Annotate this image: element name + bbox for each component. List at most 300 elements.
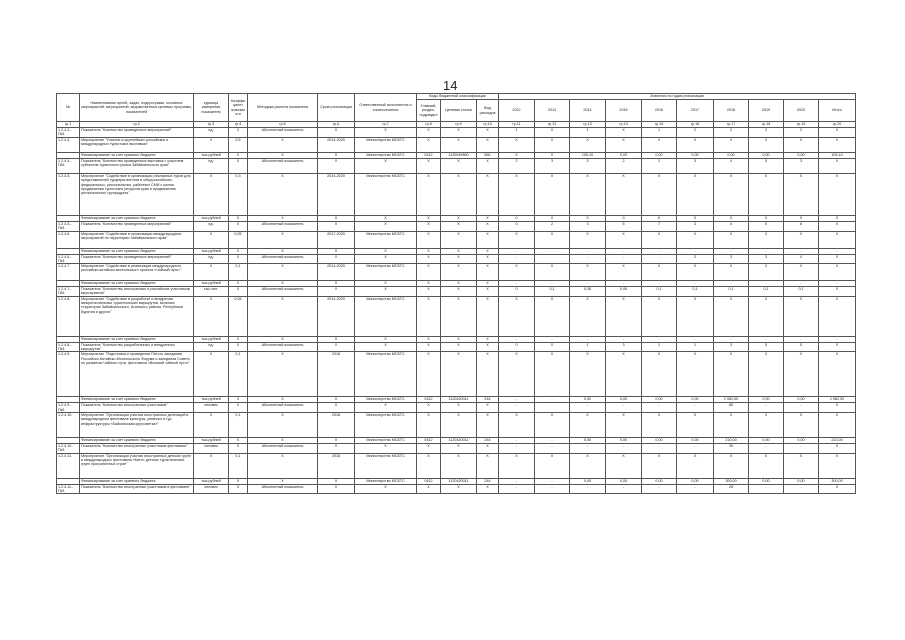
table-cell: Х — [318, 248, 355, 254]
table-cell: Х — [499, 296, 535, 336]
table-cell: Х — [417, 453, 441, 478]
row-name-cell: Показатель "Количество проведенных мероприятий" — [80, 128, 194, 138]
table-cell: Абсолютный показатель — [248, 254, 318, 264]
table-cell: 0,1 — [229, 264, 248, 281]
table-cell: Х — [318, 342, 355, 352]
table-cell: Х — [417, 222, 441, 232]
table-cell: ед. — [194, 254, 229, 264]
table-cell: Х — [570, 453, 606, 478]
table-cell: Министерство МСБТС — [355, 397, 417, 403]
table-cell: 2 — [642, 159, 677, 174]
table-cell: 3 — [535, 159, 570, 174]
row-code-cell: 1.2.4.8.-П#1 — [57, 342, 80, 352]
table-cell: Х — [642, 264, 677, 281]
table-cell: Х — [441, 443, 477, 453]
table-cell: Х — [229, 403, 248, 413]
table-cell: Х — [248, 248, 318, 254]
table-cell: Х — [248, 397, 318, 403]
table-cell: - — [535, 443, 570, 453]
table-cell: Х — [477, 443, 499, 453]
table-cell: 2018 — [318, 352, 355, 397]
table-cell: Х — [248, 231, 318, 248]
table-cell: Х — [229, 216, 248, 222]
table-cell: 2 — [535, 222, 570, 232]
table-cell: Х — [441, 403, 477, 413]
table-cell: Х — [642, 174, 677, 216]
table-cell: 300,00 — [714, 478, 749, 484]
column-number: гр.20 — [819, 122, 856, 128]
table-cell: 210,00 — [819, 437, 856, 443]
column-number: гр.8 — [417, 122, 441, 128]
table-row — [57, 342, 856, 352]
table-cell: - — [714, 336, 749, 342]
table-cell: Х — [248, 281, 318, 287]
table-cell: 0,05 — [229, 231, 248, 248]
table-cell: Х — [441, 352, 477, 397]
table-cell: 1120420011 — [441, 397, 477, 403]
table-cell: Абсолютный показатель — [248, 128, 318, 138]
row-code-cell: 1.2.4.9. — [57, 352, 80, 397]
table-cell: Х — [417, 174, 441, 216]
table-cell: 0,1 — [749, 287, 784, 297]
table-cell: Х — [477, 174, 499, 216]
table-cell: 5 — [749, 342, 784, 352]
header-year: 2013 — [535, 100, 570, 122]
table-cell: Х — [714, 412, 749, 437]
table-cell: 1 — [677, 342, 714, 352]
table-cell: - — [749, 403, 784, 413]
row-code-cell: 1.2.4.10.-П#1 — [57, 443, 80, 453]
row-name-cell: Финансирование за счет краевого бюджета — [80, 216, 194, 222]
table-cell: 1120420011 — [441, 478, 477, 484]
table-cell: Х — [677, 231, 714, 248]
table-cell: Х — [819, 174, 856, 216]
table-cell: Х — [441, 222, 477, 232]
table-cell: 0,00 — [677, 478, 714, 484]
column-number: гр.6 — [318, 122, 355, 128]
table-cell: Х — [477, 138, 499, 153]
table-cell: Х — [441, 336, 477, 342]
row-code-cell: 1.2.4.10. — [57, 412, 80, 437]
table-cell: Х — [417, 287, 441, 297]
table-cell: Х — [417, 231, 441, 248]
table-cell: Х — [248, 296, 318, 336]
row-code-cell: 1.2.4.6.-П#1 — [57, 254, 80, 264]
column-number: гр.14 — [606, 122, 642, 128]
table-cell: 210,00 — [714, 437, 749, 443]
table-cell: Х — [819, 138, 856, 153]
table-cell: - — [535, 484, 570, 494]
table-cell: Х — [677, 264, 714, 281]
table-cell: Х — [535, 153, 570, 159]
header-period: Сроки реализации — [318, 94, 355, 122]
table-row — [57, 128, 856, 138]
header-method: Методика расчета показателя — [248, 94, 318, 122]
row-name-cell: Показатель "Количество иностранных участников в фестивале" — [80, 484, 194, 494]
column-number: гр.5 — [248, 122, 318, 128]
table-row — [57, 174, 856, 216]
table-cell: - — [535, 397, 570, 403]
table-cell: 0,00 — [642, 397, 677, 403]
table-cell: - — [749, 248, 784, 254]
table-cell: Х — [417, 352, 441, 397]
table-cell: 3 — [570, 222, 606, 232]
table-cell: Х — [318, 437, 355, 443]
table-cell: человек — [194, 403, 229, 413]
row-name-cell: Финансирование за счет краевого бюджета — [80, 397, 194, 403]
table-cell: Х — [248, 153, 318, 159]
table-cell: 0,00 — [642, 153, 677, 159]
table-cell: 0412 — [417, 153, 441, 159]
table-cell: 0 — [499, 216, 535, 222]
table-cell: Х — [355, 159, 417, 174]
table-cell: Министерство МСБТС — [355, 437, 417, 443]
table-cell: Х — [229, 478, 248, 484]
table-cell: Х — [819, 443, 856, 453]
table-cell: Х — [477, 296, 499, 336]
table-cell: Х — [819, 128, 856, 138]
table-cell: ед. — [194, 222, 229, 232]
table-cell: - — [499, 254, 535, 264]
table-cell: Х — [535, 453, 570, 478]
table-cell: Х — [248, 412, 318, 437]
table-cell: Х — [606, 231, 642, 248]
table-cell: Х — [441, 231, 477, 248]
table-cell: Х — [355, 443, 417, 453]
table-cell: Министерство МСБТС — [355, 174, 417, 216]
table-cell: человек — [194, 443, 229, 453]
table-cell: 0 — [606, 216, 642, 222]
table-cell: Х — [318, 287, 355, 297]
row-name-cell: Мероприятие "Организация участия иностранных делегаций в международном фестивале культуры, ремесел и тур. инфраструктуры «Байкальская кругосветка»" — [80, 412, 194, 437]
table-cell: Х — [229, 222, 248, 232]
row-code-cell: 1.2.4.6. — [57, 231, 80, 248]
table-cell: - — [499, 478, 535, 484]
table-row — [57, 287, 856, 297]
row-name-cell: Показатель "Количество проведенных выставок с участием субъектов туристского рынка Забайкальского края" — [80, 159, 194, 174]
column-number: гр.18 — [749, 122, 784, 128]
table-cell: - — [642, 254, 677, 264]
row-name-cell: Показатель "Количество проведенных мероприятий" — [80, 254, 194, 264]
table-cell: - — [499, 403, 535, 413]
table-cell: Х — [229, 484, 248, 494]
table-cell: 0 — [535, 342, 570, 352]
table-cell: 0,1 — [229, 412, 248, 437]
table-cell: Х — [318, 128, 355, 138]
table-cell: Х — [248, 174, 318, 216]
column-number: гр.7 — [355, 122, 417, 128]
table-cell: тыс.рублей — [194, 478, 229, 484]
table-cell: Х — [606, 264, 642, 281]
table-cell: Х — [355, 342, 417, 352]
header-executor: Ответственный исполнитель и соисполнители — [355, 94, 417, 122]
header-year: 2017 — [677, 100, 714, 122]
table-cell: Х — [749, 138, 784, 153]
table-cell: 1 982,00 — [819, 397, 856, 403]
table-cell: 2 — [606, 159, 642, 174]
row-name-cell: Показатель "Количество иностранных участников фестиваля" — [80, 443, 194, 453]
table-cell: - — [784, 281, 819, 287]
table-cell: Х — [749, 296, 784, 336]
table-cell: Х — [355, 403, 417, 413]
table-cell: Х — [318, 478, 355, 484]
table-cell: 25 — [714, 484, 749, 494]
table-cell: 0,00 — [570, 397, 606, 403]
table-cell: - — [606, 403, 642, 413]
table-cell: Х — [477, 412, 499, 437]
table-cell: Х — [499, 453, 535, 478]
table-cell: Х — [441, 296, 477, 336]
table-cell: Х — [355, 287, 417, 297]
table-cell: Абсолютный показатель — [248, 287, 318, 297]
table-cell: Х — [606, 352, 642, 397]
column-number: гр.1 — [57, 122, 80, 128]
table-cell: Х — [441, 174, 477, 216]
table-cell: 2 — [677, 254, 714, 264]
table-cell: Х — [355, 222, 417, 232]
table-cell: Х — [477, 453, 499, 478]
table-cell: Х — [477, 248, 499, 254]
table-cell: Х — [477, 281, 499, 287]
header-year: 2018 — [714, 100, 749, 122]
table-cell: 0,00 — [784, 153, 819, 159]
row-code-cell: 1.2.4.4.-П#1 — [57, 159, 80, 174]
table-cell: тыс.рублей — [194, 248, 229, 254]
table-cell: 2 — [784, 128, 819, 138]
table-cell: Х — [318, 403, 355, 413]
header-exptype: Вид расходов — [477, 100, 499, 122]
table-cell: - — [570, 254, 606, 264]
table-cell: Х — [819, 287, 856, 297]
column-number: гр.13 — [570, 122, 606, 128]
table-cell: Х — [784, 231, 819, 248]
table-cell: 244 — [477, 437, 499, 443]
table-cell: Х — [570, 138, 606, 153]
table-cell: 0,00 — [606, 437, 642, 443]
table-cell: - — [677, 336, 714, 342]
table-cell: 3 — [606, 342, 642, 352]
table-cell: Х — [417, 281, 441, 287]
row-name-cell: Показатель "Количество иностранных и российских участников мероприятия" — [80, 287, 194, 297]
table-cell: 2014-2020 — [318, 264, 355, 281]
table-cell: - — [677, 281, 714, 287]
table-cell: 105,10 — [570, 153, 606, 159]
table-cell: Х — [784, 296, 819, 336]
table-cell: 0,00 — [677, 437, 714, 443]
table-cell: 3 — [570, 159, 606, 174]
table-cell: Х — [749, 352, 784, 397]
table-cell: Х — [570, 231, 606, 248]
table-cell: - — [677, 248, 714, 254]
table-cell: Х — [784, 264, 819, 281]
table-cell: Х — [499, 412, 535, 437]
table-cell: 0,00 — [642, 478, 677, 484]
row-name-cell: Показатель "Количество разработанных и внедренных маршрутов" — [80, 342, 194, 352]
table-cell: - — [499, 484, 535, 494]
table-cell: 0 — [819, 216, 856, 222]
table-cell: - — [606, 248, 642, 254]
table-cell: Х — [417, 342, 441, 352]
table-cell: Х — [819, 484, 856, 494]
table-cell: 0 — [535, 216, 570, 222]
table-cell: 0 — [535, 128, 570, 138]
table-cell: Х — [714, 296, 749, 336]
row-code-cell: 1.2.4.5. — [57, 174, 80, 216]
table-cell: Х — [248, 216, 318, 222]
table-cell: - — [535, 336, 570, 342]
header-year: 2014 — [570, 100, 606, 122]
table-cell: 0412 — [417, 397, 441, 403]
table-cell: Х — [417, 264, 441, 281]
table-cell: Х — [417, 159, 441, 174]
table-cell: Х — [318, 153, 355, 159]
table-cell: 0,00 — [784, 397, 819, 403]
table-cell: Абсолютный показатель — [248, 222, 318, 232]
table-cell: 0412 — [417, 478, 441, 484]
table-cell: Х — [417, 254, 441, 264]
row-code-cell: 1.2.4.7. — [57, 264, 80, 281]
table-cell: Министерство МСБТС — [355, 153, 417, 159]
table-cell: Абсолютный показатель — [248, 342, 318, 352]
column-number: гр.19 — [784, 122, 819, 128]
table-cell: Х — [642, 453, 677, 478]
table-cell: 0 — [499, 222, 535, 232]
table-cell: - — [535, 248, 570, 254]
table-cell: Х — [714, 352, 749, 397]
table-cell: Х — [819, 254, 856, 264]
table-cell: - — [606, 336, 642, 342]
table-cell: 4 — [784, 254, 819, 264]
row-name-cell: Финансирование за счет краевого бюджета — [80, 437, 194, 443]
table-cell: 0,00 — [606, 397, 642, 403]
table-cell: Х — [417, 403, 441, 413]
row-name-cell: Мероприятие "Участие в крупнейших российских и международных туристских выставках" — [80, 138, 194, 153]
table-cell: Х — [499, 231, 535, 248]
table-cell: - — [570, 336, 606, 342]
table-cell: Х — [417, 248, 441, 254]
table-cell: 1 — [570, 342, 606, 352]
table-cell: Х — [194, 264, 229, 281]
table-cell: - — [606, 254, 642, 264]
table-row — [57, 484, 856, 494]
table-cell: 3 — [677, 222, 714, 232]
table-row — [57, 443, 856, 453]
table-cell: - — [642, 248, 677, 254]
table-cell: Х — [477, 264, 499, 281]
table-cell: 6 — [784, 222, 819, 232]
header-year: 2019 — [749, 100, 784, 122]
table-cell: Х — [248, 478, 318, 484]
table-cell: 1 — [499, 128, 535, 138]
table-cell: - — [535, 403, 570, 413]
table-cell: Министерство МСБТС — [355, 296, 417, 336]
column-number: гр.9 — [441, 122, 477, 128]
table-cell: Х — [355, 216, 417, 222]
table-cell: Х — [441, 128, 477, 138]
row-code-cell: 1.2.4.8. — [57, 296, 80, 336]
table-cell: Х — [535, 264, 570, 281]
table-cell: Х — [229, 153, 248, 159]
table-cell: 244 — [477, 478, 499, 484]
table-cell: Х — [499, 138, 535, 153]
table-cell: 0,00 — [749, 478, 784, 484]
table-cell: - — [570, 443, 606, 453]
table-cell: Х — [477, 352, 499, 397]
table-cell: 2014-2020 — [318, 296, 355, 336]
table-cell: - — [784, 403, 819, 413]
table-cell: тыс.рублей — [194, 281, 229, 287]
table-cell: - — [606, 443, 642, 453]
table-cell: 0,00 — [749, 437, 784, 443]
table-cell: 1 — [642, 128, 677, 138]
table-cell: Х — [194, 453, 229, 478]
table-cell: Х — [714, 174, 749, 216]
table-cell: 0,00 — [714, 153, 749, 159]
table-cell: Х — [606, 296, 642, 336]
row-name-cell: Мероприятие "Подготовка и проведение Пятого заседания Российско-Китайско-Монгольского Форума и заседания Совета по развитию Чайного пути, фестиваля «Великий чайный путь»" — [80, 352, 194, 397]
table-cell: Х — [677, 296, 714, 336]
table-cell: Х — [642, 412, 677, 437]
table-cell: 0,00 — [749, 397, 784, 403]
table-cell: Х — [784, 412, 819, 437]
table-cell: 0,00 — [677, 153, 714, 159]
table-cell: 3 — [784, 159, 819, 174]
table-cell: Х — [819, 264, 856, 281]
table-cell: 0,00 — [784, 437, 819, 443]
header-target: Целевая статья — [441, 100, 477, 122]
table-cell: Х — [417, 443, 441, 453]
table-cell: - — [714, 281, 749, 287]
table-cell: 2018 — [318, 412, 355, 437]
table-cell: - — [606, 484, 642, 494]
table-cell: 0,1 — [714, 287, 749, 297]
table-cell: 3 — [714, 254, 749, 264]
table-cell: Х — [677, 352, 714, 397]
table-cell: Министерство МСБТС — [355, 138, 417, 153]
table-cell: Х — [749, 231, 784, 248]
table-cell: Х — [417, 484, 441, 494]
table-row — [57, 159, 856, 174]
table-cell: Х — [570, 264, 606, 281]
table-body — [57, 128, 856, 494]
table-cell: - — [784, 484, 819, 494]
table-cell: - — [642, 484, 677, 494]
table-cell: Х — [477, 159, 499, 174]
table-cell: 0 — [677, 216, 714, 222]
table-cell: Х — [229, 287, 248, 297]
header-year: 2016 — [642, 100, 677, 122]
table-cell: 1 — [642, 342, 677, 352]
table-cell: Х — [477, 287, 499, 297]
table-cell: 2014-2020 — [318, 174, 355, 216]
row-code-cell: 1.2.4.7.-П#1 — [57, 287, 80, 297]
table-row — [57, 352, 856, 397]
table-cell: Х — [499, 352, 535, 397]
table-cell: Х — [318, 159, 355, 174]
table-cell: человек — [194, 484, 229, 494]
table-cell: Абсолютный показатель — [248, 443, 318, 453]
table-cell: 1 — [570, 128, 606, 138]
table-cell: Х — [441, 138, 477, 153]
table-cell: Х — [749, 264, 784, 281]
table-cell: Х — [606, 453, 642, 478]
table-row — [57, 222, 856, 232]
table-cell: Х — [441, 281, 477, 287]
table-cell: Министерство МСБТС — [355, 231, 417, 248]
table-cell: Х — [606, 174, 642, 216]
row-name-cell: Финансирование за счет краевого бюджета — [80, 336, 194, 342]
table-cell: Х — [355, 254, 417, 264]
